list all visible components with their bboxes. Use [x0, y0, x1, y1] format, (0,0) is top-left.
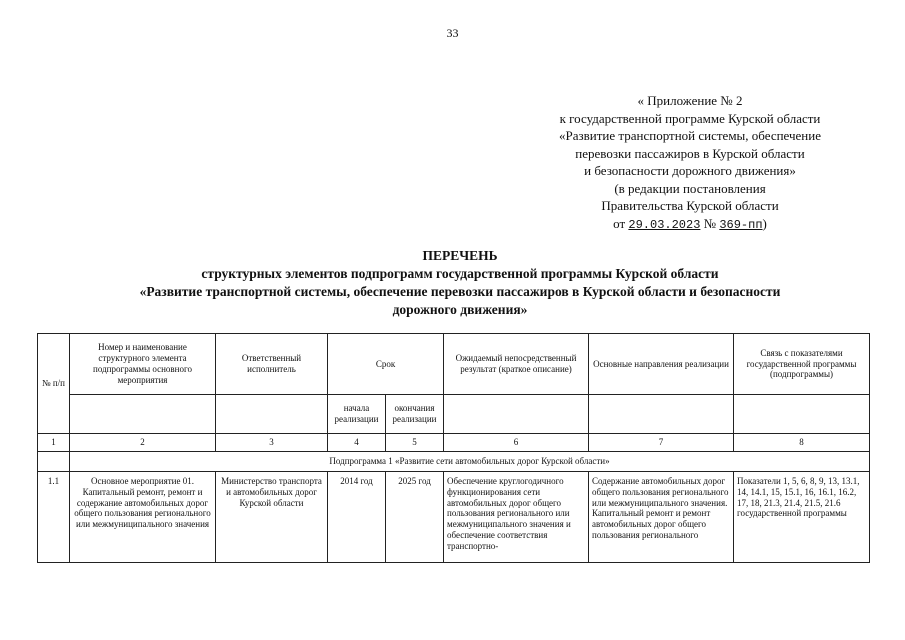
appendix-date-line: от 29.03.2023 № 369-пп) — [613, 215, 767, 232]
appendix-title: « Приложение № 2 — [637, 93, 743, 108]
appendix-line: Правительства Курской области — [601, 198, 779, 213]
column-number: 7 — [589, 434, 734, 452]
row-end: 2025 год — [386, 472, 444, 563]
appendix-block — [515, 92, 865, 234]
header-blank — [70, 395, 216, 434]
header-name: Номер и наименование структурного элемента подпрограммы основного мероприятия — [70, 334, 216, 395]
row-num: 1.1 — [38, 472, 70, 563]
appendix-mark: « — [637, 93, 645, 108]
header-result: Ожидаемый непосредственный результат (краткое описание) — [444, 334, 589, 395]
header-num: № п/п — [38, 334, 70, 434]
column-number: 8 — [734, 434, 870, 452]
header-blank — [444, 395, 589, 434]
document-title — [60, 247, 860, 319]
header-term-start: начала реализации — [328, 395, 386, 434]
column-number: 2 — [70, 434, 216, 452]
row-indicators: Показатели 1, 5, 6, 8, 9, 13, 13.1, 14, 14.1, 15, 15.1, 16, 16.1, 16.2, 17, 18, 21.3, 21.4, 21.5, 21.6 государственной программы — [734, 472, 870, 563]
column-number: 5 — [386, 434, 444, 452]
appendix-line: и безопасности дорожного движения» — [584, 163, 796, 178]
title-line: дорожного движения» — [392, 302, 528, 317]
header-blank — [216, 395, 328, 434]
header-indicators: Связь с показателями государственной программы (подпрограммы) — [734, 334, 870, 395]
appendix-date: 29.03.2023 — [628, 217, 701, 232]
header-executor: Ответственный исполнитель — [216, 334, 328, 395]
header-term: Срок — [328, 334, 444, 395]
appendix-line: «Развитие транспортной системы, обеспечение — [559, 128, 821, 143]
row-directions: Содержание автомобильных дорог общего пользования регионального или межмуниципального значения. Капитальный ремонт и ремонт автомобильных дорог общего пользования регионального — [589, 472, 734, 563]
subprogram-title: Подпрограмма 1 «Развитие сети автомобильных дорог Курской области» — [70, 452, 870, 472]
subprogram-num-cell — [38, 452, 70, 472]
table-row — [38, 472, 870, 563]
title-line: ПЕРЕЧЕНЬ — [422, 248, 498, 263]
row-name: Основное мероприятие 01. Капитальный ремонт, ремонт и содержание автомобильных дорог общего пользования регионального или межмуниципального значения — [70, 472, 216, 563]
column-number: 4 — [328, 434, 386, 452]
header-blank — [589, 395, 734, 434]
column-number: 3 — [216, 434, 328, 452]
appendix-line: перевозки пассажиров в Курской области — [575, 145, 805, 161]
header-blank — [734, 395, 870, 434]
appendix-number: 369-пп — [719, 217, 763, 232]
title-line: «Развитие транспортной системы, обеспечение перевозки пассажиров в Курской области и безопасности — [139, 284, 781, 299]
row-start: 2014 год — [328, 472, 386, 563]
column-number: 6 — [444, 434, 589, 452]
appendix-line: к государственной программе Курской области — [559, 110, 821, 126]
column-number: 1 — [38, 434, 70, 452]
row-executor: Министерство транспорта и автомобильных дорог Курской области — [216, 472, 328, 563]
header-term-end: окончания реализации — [386, 395, 444, 434]
appendix-line: (в редакции постановления — [614, 180, 766, 196]
page-number: 33 — [446, 26, 459, 40]
row-result: Обеспечение круглогодичного функционирования сети автомобильных дорог общего пользования регионального или межмуниципального значения и обеспечение соответствия транспортно- — [444, 472, 589, 563]
header-directions: Основные направления реализации — [589, 334, 734, 395]
title-line: структурных элементов подпрограмм государственной программы Курской области — [201, 266, 719, 281]
structural-elements-table — [37, 333, 870, 563]
